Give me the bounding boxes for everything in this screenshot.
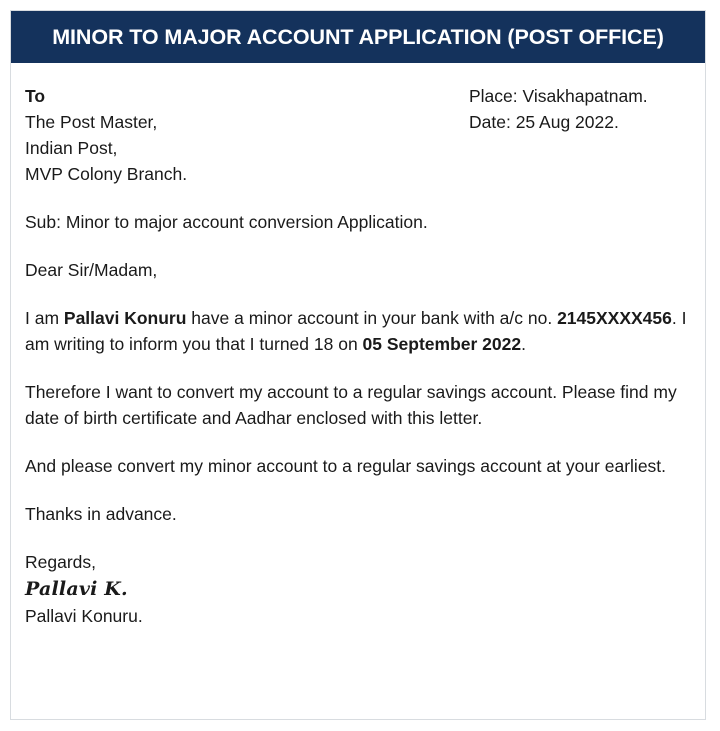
document-body xyxy=(11,63,705,629)
majority-date: 05 September 2022 xyxy=(362,334,522,354)
body-paragraph-1 xyxy=(25,305,687,357)
applicant-name: Pallavi Konuru xyxy=(63,308,187,328)
address-and-meta-row xyxy=(25,83,687,187)
place-date-block xyxy=(469,83,687,135)
signer-name: Pallavi Konuru. xyxy=(25,606,143,626)
recipient-to-label: To xyxy=(25,86,46,106)
body-paragraph-4: Thanks in advance. xyxy=(25,504,177,524)
para1-segment-3: . I am writing to inform you that I turned 18 on xyxy=(25,308,687,354)
recipient-line-1: The Post Master, xyxy=(25,112,158,132)
subject-line: Sub: Minor to major account conversion Application. xyxy=(25,212,428,232)
recipient-address-block xyxy=(25,83,469,187)
document-header-banner xyxy=(11,11,705,63)
document-card xyxy=(10,10,706,720)
closing-block xyxy=(25,549,687,629)
place-line: Place: Visakhapatnam. xyxy=(469,86,648,106)
para1-segment-1: I am xyxy=(25,308,64,328)
document-title: MINOR TO MAJOR ACCOUNT APPLICATION (POST OFFICE) xyxy=(52,24,664,49)
para1-segment-4: . xyxy=(521,334,526,354)
body-paragraph-2: Therefore I want to convert my account to a regular savings account. Please find my date of birth certificate and Aadhar enclosed with this letter. xyxy=(25,382,677,428)
recipient-line-2: Indian Post, xyxy=(25,138,118,158)
para1-segment-2: have a minor account in your bank with a/c no. xyxy=(186,308,558,328)
body-paragraph-3: And please convert my minor account to a regular savings account at your earliest. xyxy=(25,456,667,476)
recipient-line-3: MVP Colony Branch. xyxy=(25,164,188,184)
handwritten-signature: Pallavi K. xyxy=(25,578,128,600)
greeting-line: Dear Sir/Madam, xyxy=(25,260,158,280)
account-number: 2145XXXX456 xyxy=(557,308,672,328)
date-line: Date: 25 Aug 2022. xyxy=(469,112,619,132)
regards-line: Regards, xyxy=(25,552,97,572)
